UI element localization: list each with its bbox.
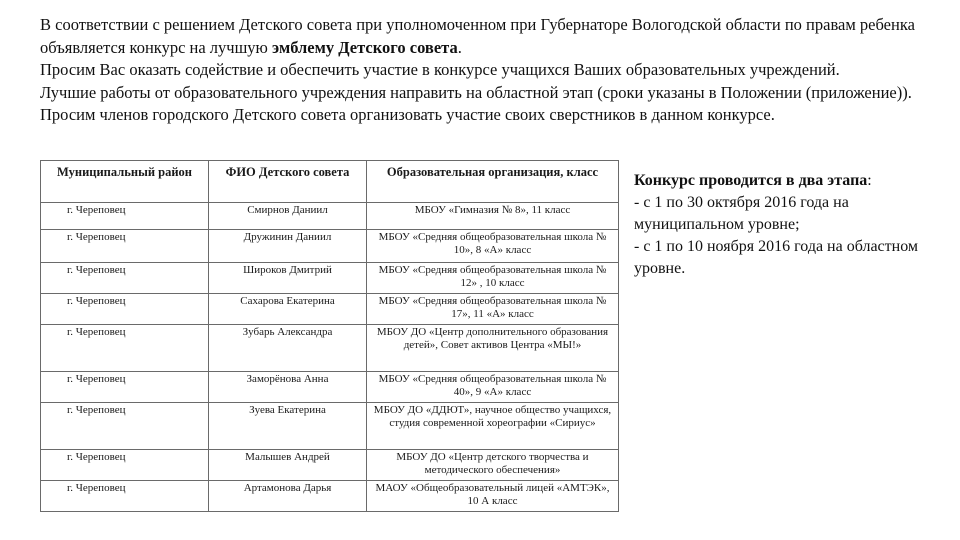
header-name: ФИО Детского совета [209, 161, 367, 203]
intro-text [40, 14, 940, 127]
cell-organization: МБОУ «Средняя общеобразовательная школа № 10», 8 «А» класс [367, 230, 619, 263]
table-row [41, 230, 619, 263]
stages-title-text: Конкурс проводится в два этапа [634, 172, 868, 189]
cell-name: Смирнов Даниил [209, 203, 367, 230]
cell-organization: МБОУ «Гимназия № 8», 11 класс [367, 203, 619, 230]
intro-paragraph-1 [40, 14, 940, 59]
table-row [41, 203, 619, 230]
cell-organization: МБОУ ДО «ДДЮТ», научное общество учащихся, студия современной хореографии «Сириус» [367, 403, 619, 450]
cell-name: Малышев Андрей [209, 450, 367, 481]
cell-organization: МБОУ «Средняя общеобразовательная школа № 17», 11 «А» класс [367, 294, 619, 325]
cell-district: г. Череповец [41, 294, 209, 325]
cell-organization: МБОУ «Средняя общеобразовательная школа № 40», 9 «А» класс [367, 372, 619, 403]
cell-district: г. Череповец [41, 263, 209, 294]
table-row [41, 481, 619, 512]
participants-table [40, 160, 619, 512]
intro-paragraph-4: Просим членов городского Детского совета организовать участие своих сверстников в данном конкурсе. [40, 105, 775, 124]
cell-name: Дружинин Даниил [209, 230, 367, 263]
cell-organization: МБОУ ДО «Центр дополнительного образования детей», Совет активов Центра «МЫ!» [367, 325, 619, 372]
cell-name: Зубарь Александра [209, 325, 367, 372]
intro-paragraph-3: Лучшие работы от образовательного учреждения направить на областной этап (сроки указаны в Положении (приложение)). [40, 82, 912, 102]
header-district: Муниципальный район [41, 161, 209, 203]
stages-title-colon: : [867, 172, 872, 189]
stage-2: - с 1 по 10 ноября 2016 года на областном уровне. [634, 238, 919, 277]
stages-title [634, 170, 924, 192]
table-row [41, 325, 619, 372]
cell-organization: МАОУ «Общеобразовательный лицей «АМТЭК», 10 А класс [367, 481, 619, 512]
table-row [41, 450, 619, 481]
cell-district: г. Череповец [41, 450, 209, 481]
cell-name: Зуева Екатерина [209, 403, 367, 450]
cell-district: г. Череповец [41, 403, 209, 450]
table-header-row [41, 161, 619, 203]
intro-p1-end: . [457, 37, 462, 57]
cell-district: г. Череповец [41, 325, 209, 372]
stage-1: - с 1 по 30 октября 2016 года на муниципальном уровне; [634, 194, 849, 233]
intro-p1-emphasis: эмблему Детского совета [271, 37, 458, 57]
cell-organization: МБОУ «Средняя общеобразовательная школа № 12» , 10 класс [367, 263, 619, 294]
table-row [41, 403, 619, 450]
cell-name: Заморёнова Анна [209, 372, 367, 403]
header-organization: Образовательная организация, класс [367, 161, 619, 203]
cell-organization: МБОУ ДО «Центр детского творчества и методического обеспечения» [367, 450, 619, 481]
table-row [41, 294, 619, 325]
cell-district: г. Череповец [41, 203, 209, 230]
cell-district: г. Череповец [41, 230, 209, 263]
cell-district: г. Череповец [41, 372, 209, 403]
cell-district: г. Череповец [41, 481, 209, 512]
intro-p1-text: В соответствии с решением Детского совета при уполномоченном при Губернаторе Вологодской области по правам ребенка объявляется конкурс на лучшую [40, 15, 915, 57]
table-row [41, 372, 619, 403]
cell-name: Широков Дмитрий [209, 263, 367, 294]
cell-name: Артамонова Дарья [209, 481, 367, 512]
cell-name: Сахарова Екатерина [209, 294, 367, 325]
stages-note [634, 170, 924, 280]
table-row [41, 263, 619, 294]
intro-paragraph-2: Просим Вас оказать содействие и обеспечить участие в конкурсе учащихся Ваших образовательных учреждений. [40, 60, 840, 79]
